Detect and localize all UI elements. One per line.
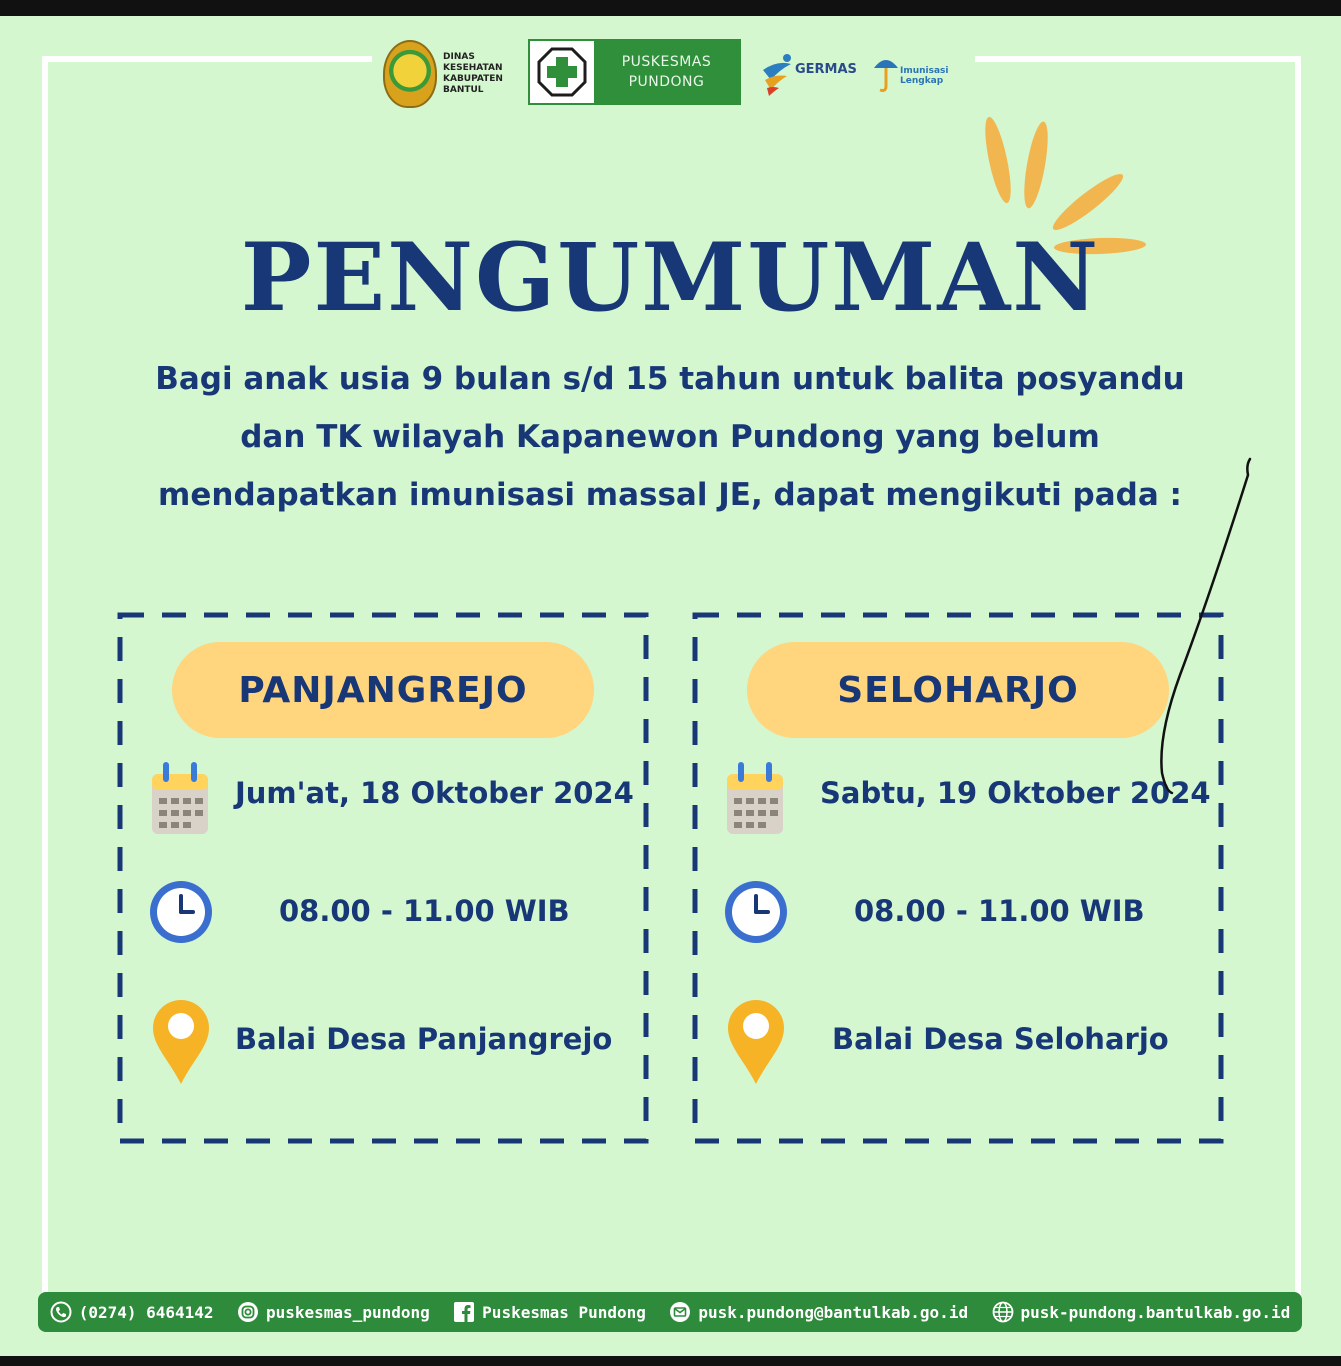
frame-top-right	[975, 56, 1301, 62]
bottom-black-bar	[0, 1356, 1341, 1366]
website-text: pusk-pundong.bantulkab.go.id	[1020, 1302, 1291, 1322]
email-icon	[669, 1301, 691, 1323]
phone-text: (0274) 6464142	[78, 1302, 214, 1322]
announcement-title: PENGUMUMAN	[240, 223, 1101, 333]
dinas-line: KESEHATAN	[443, 63, 503, 73]
location-pill: SELOHARJO	[747, 642, 1169, 738]
location-pill: PANJANGREJO	[172, 642, 594, 738]
instagram-icon	[237, 1301, 259, 1323]
germas-logo	[757, 50, 861, 98]
puskesmas-line: PUSKESMAS	[621, 54, 712, 70]
location-pin-icon	[151, 998, 211, 1086]
dinas-line: BANTUL	[443, 85, 484, 95]
intro-line: Bagi anak usia 9 bulan s/d 15 tahun untuk balita posyandu	[155, 361, 1185, 397]
instagram-text: puskesmas_pundong	[265, 1302, 430, 1322]
imunisasi-line: Lengkap	[900, 76, 944, 86]
contact-footer	[38, 1292, 1302, 1332]
calendar-icon	[149, 758, 211, 838]
germas-figure-icon	[757, 50, 797, 98]
footer-email[interactable]	[669, 1301, 968, 1323]
frame-top-left	[42, 56, 372, 62]
location-card-seloharjo	[692, 612, 1224, 1144]
imunisasi-line: Imunisasi	[900, 66, 949, 76]
intro-line: dan TK wilayah Kapanewon Pundong yang belum	[240, 419, 1100, 455]
puskesmas-logo	[528, 39, 741, 105]
umbrella-icon	[872, 52, 900, 96]
event-time: 08.00 - 11.00 WIB	[854, 894, 1145, 928]
footer-instagram[interactable]	[237, 1301, 430, 1323]
location-pin-icon	[726, 998, 786, 1086]
puskesmas-cross-icon	[530, 41, 594, 103]
facebook-text: Puskesmas Pundong	[482, 1302, 646, 1322]
puskesmas-line: PUNDONG	[628, 74, 705, 90]
event-date: Jum'at, 18 Oktober 2024	[235, 776, 634, 810]
calendar-icon	[724, 758, 786, 838]
event-time: 08.00 - 11.00 WIB	[279, 894, 570, 928]
globe-icon	[992, 1301, 1014, 1323]
pen-stroke-mark	[1150, 455, 1260, 805]
footer-facebook[interactable]	[453, 1301, 646, 1323]
dinas-line: DINAS	[443, 52, 475, 62]
clock-icon	[722, 878, 790, 946]
event-place: Balai Desa Seloharjo	[832, 1022, 1169, 1056]
event-date: Sabtu, 19 Oktober 2024	[820, 776, 1211, 810]
bantul-seal-icon	[383, 40, 437, 108]
facebook-icon	[453, 1301, 475, 1323]
footer-phone[interactable]	[50, 1301, 214, 1323]
imunisasi-lengkap-logo	[872, 52, 956, 96]
intro-text	[120, 350, 1220, 524]
top-black-bar	[0, 0, 1341, 16]
dinas-kesehatan-logo	[383, 38, 523, 110]
footer-website[interactable]	[992, 1301, 1291, 1323]
location-card-panjangrejo	[117, 612, 649, 1144]
email-text: pusk.pundong@bantulkab.go.id	[698, 1302, 969, 1322]
dinas-line: KABUPATEN	[443, 74, 503, 84]
intro-line: mendapatkan imunisasi massal JE, dapat mengikuti pada :	[158, 477, 1182, 513]
phone-icon	[50, 1301, 72, 1323]
event-place: Balai Desa Panjangrejo	[235, 1022, 613, 1056]
clock-icon	[147, 878, 215, 946]
germas-label: GERMAS	[795, 62, 857, 77]
